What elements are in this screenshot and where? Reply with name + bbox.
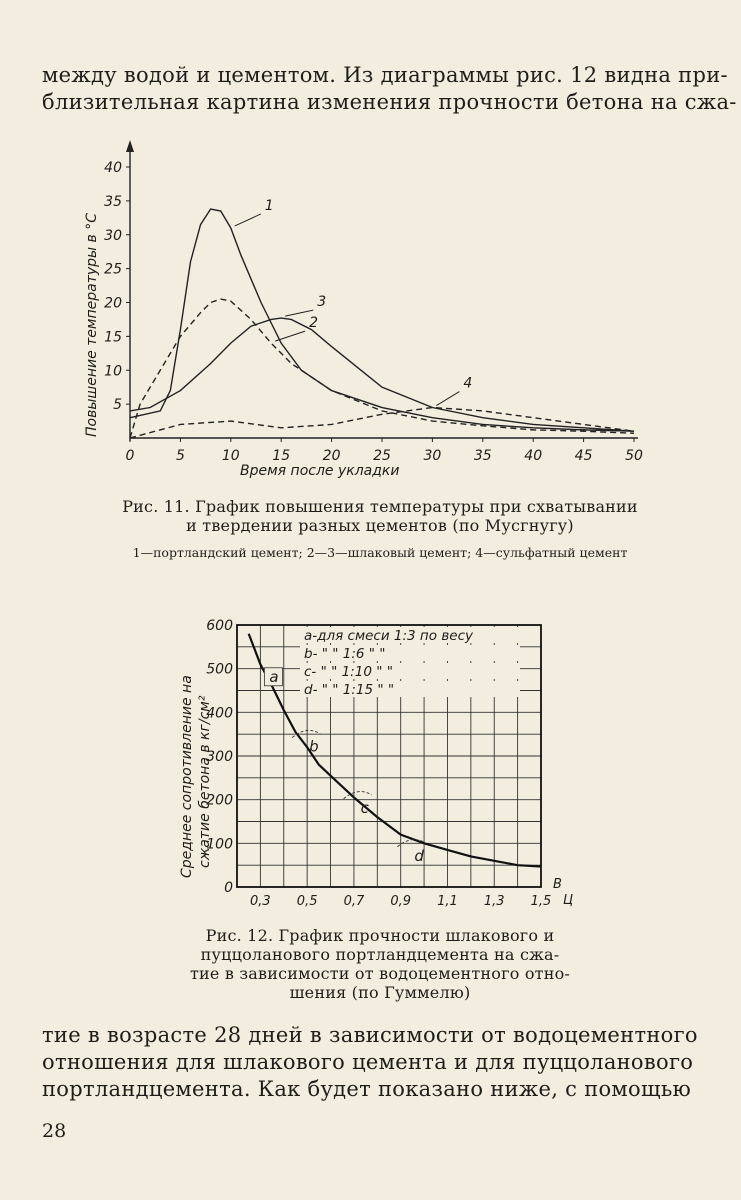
fig12-y-tick-label: 600	[206, 618, 233, 634]
caption-line: тие в зависимости от водоцементного отно-	[189, 964, 571, 983]
fig12-x-tick-label: 1,5	[530, 894, 552, 909]
fig12-x-tick-label: 1,1	[437, 894, 458, 909]
fig11-y-tick-label: 35	[104, 193, 122, 210]
fig11-curve-label: 2	[309, 315, 319, 332]
caption-line: Рис. 12. График прочности шлакового и	[205, 926, 555, 945]
fig11-y-axis-label: Повышение температуры в °С	[84, 212, 100, 437]
fig12-x-tick-label: 1,3	[483, 894, 505, 909]
page-number: 28	[42, 1120, 67, 1142]
fig12-y-tick-label: 0	[224, 880, 233, 896]
figure-12-caption	[160, 926, 600, 1002]
fig12-x-tick-label: 0,9	[390, 894, 412, 909]
fig12-y-axis-label: сжатие бетона в кг/см²	[197, 695, 213, 868]
fig12-x-tick-label: 0,3	[250, 894, 271, 909]
fig11-x-tick-label: 30	[423, 448, 442, 464]
fig12-point-label: a	[269, 667, 279, 686]
fig12-point-label: d	[414, 846, 424, 865]
fig11-y-tick-label: 10	[104, 363, 122, 380]
caption-line: и твердении разных цементов (по Мусгнугу)	[186, 516, 574, 535]
paragraph-line: тие в возрасте 28 дней в зависимости от водоцементного	[42, 1023, 698, 1047]
fig12-y-tick-label: 100	[206, 836, 233, 853]
fig11-x-tick-label: 0	[125, 448, 135, 464]
fig12-x-tick-label: 0,5	[296, 894, 318, 909]
paragraph-line: между водой и цементом. Из диаграммы рис. 12 видна при-	[42, 63, 728, 87]
fig12-legend-line: d- " " 1:15 " "	[304, 682, 395, 698]
fig11-y-tick-label: 40	[104, 160, 122, 176]
fig12-x-axis-symbol: Ц	[563, 893, 574, 908]
fig11-curve-label: 4	[463, 375, 473, 392]
fig11-y-tick-label: 20	[104, 295, 122, 312]
figure-11-legend: 1—портландский цемент; 2—3—шлаковый цемент; 4—сульфатный цемент	[132, 545, 628, 560]
fig12-y-tick-label: 200	[206, 792, 233, 809]
fig12-y-axis-label: Среднее сопротивление на	[179, 675, 195, 878]
fig11-x-tick-label: 25	[373, 448, 391, 464]
fig11-x-tick-label: 40	[524, 448, 543, 464]
fig12-point-label: b	[309, 737, 319, 756]
fig12-legend-line: c- " " 1:10 " "	[304, 664, 393, 680]
paragraph-bottom	[42, 1022, 697, 1103]
fig12-legend-line: b- " " 1:6 " "	[304, 646, 386, 662]
paragraph-line: близительная картина изменения прочности бетона на сжа-	[42, 90, 737, 114]
paragraph-line: отношения для шлакового цемента и для пуццоланового	[42, 1050, 694, 1074]
caption-line: шения (по Гуммелю)	[289, 983, 471, 1002]
fig11-x-tick-label: 10	[221, 448, 240, 464]
fig11-x-tick-label: 20	[322, 448, 341, 464]
fig12-legend	[300, 627, 520, 698]
fig12-x-tick-label: 0,7	[343, 894, 365, 909]
fig11-curve-label: 3	[317, 294, 327, 311]
fig11-y-tick-label: 30	[104, 227, 122, 244]
fig11-x-tick-label: 50	[625, 448, 643, 464]
fig11-x-axis-label: Время после укладки	[240, 463, 400, 479]
fig12-y-tick-label: 500	[206, 661, 233, 678]
fig12-y-tick-label: 300	[206, 749, 233, 765]
fig11-y-tick-label: 15	[104, 329, 122, 346]
fig12-point-label: c	[360, 798, 369, 817]
caption-line: Рис. 11. График повышения температуры при схватывании	[122, 497, 638, 516]
caption-line: пуццоланового портландцемента на сжа-	[200, 945, 560, 964]
fig11-x-tick-label: 5	[175, 448, 185, 464]
fig11-x-tick-label: 35	[473, 448, 492, 464]
paragraph-line: портландцемента. Как будет показано ниже, с помощью	[42, 1077, 692, 1101]
fig12-y-tick-label: 400	[206, 705, 233, 722]
fig11-x-tick-label: 15	[272, 448, 291, 464]
fig12-x-axis-symbol: В	[553, 877, 562, 892]
fig11-x-tick-label: 45	[574, 448, 593, 464]
fig11-y-tick-label: 5	[113, 397, 122, 414]
fig11-y-tick-label: 25	[104, 261, 122, 278]
fig12-legend-line: a-для смеси 1:3 по весу	[304, 628, 473, 644]
fig11-curve-label: 1	[264, 197, 274, 214]
